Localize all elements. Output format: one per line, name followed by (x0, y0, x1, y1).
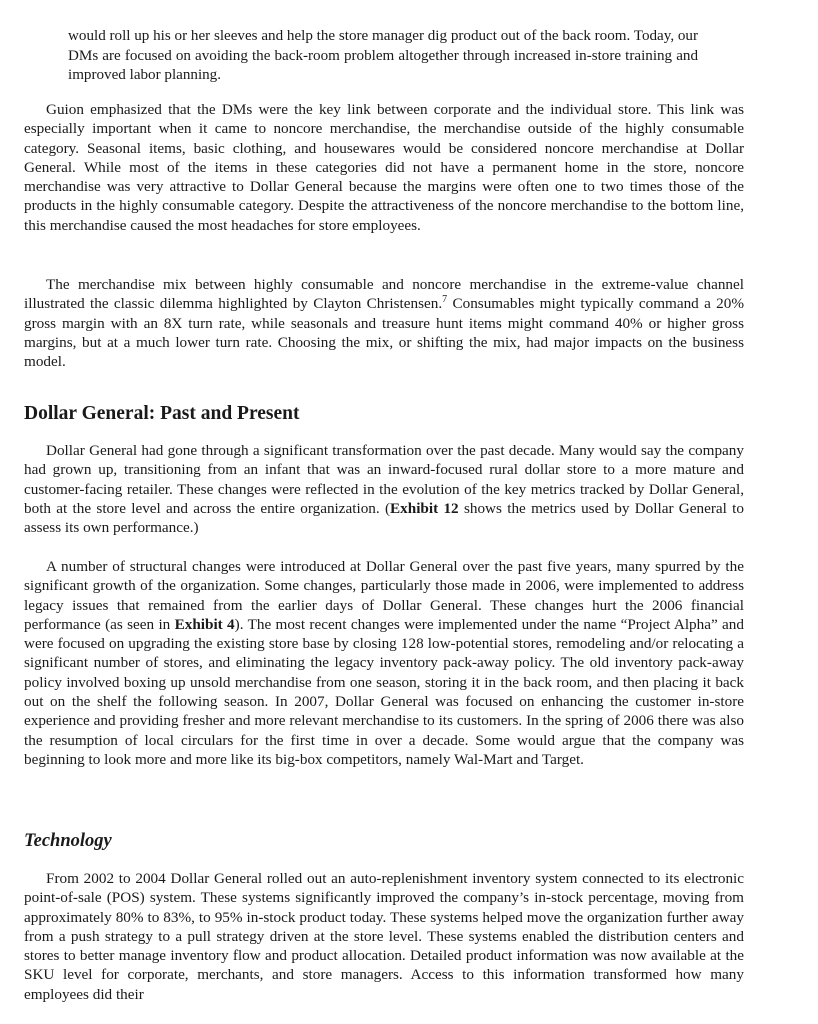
footnote-marker: 7 (442, 294, 448, 306)
exhibit-reference: Exhibit 4 (174, 615, 235, 633)
paragraph-text: The merchandise mix between highly consumable and noncore merchandise in the extreme-value channel illustrated the classic dilemma highlighted by Clayton Christensen. (24, 276, 744, 313)
paragraph-text: Dollar General had gone through a significant transformation over the past decade. Many would say the company had grown up, transitioning from an infant that was an inward-focused rural dollar store to a more mature and customer-facing retailer. These changes were reflected in the evolution of the key metrics tracked by Dollar General, both at the store level and across the entire organization. ( (24, 442, 744, 517)
paragraph-text: Consumables might typically command a 20% gross margin with an 8X turn rate, while seasonals and treasure hunt items might command 40% or higher gross margins, but at a much lower turn rate. Choosing the mix, or shifting the mix, had major impacts on the business model. (24, 295, 744, 371)
subsection-heading: Technology (24, 831, 112, 851)
exhibit-reference: Exhibit 12 (390, 499, 459, 517)
paragraph-merchandise-mix (24, 275, 744, 371)
block-quote: would roll up his or her sleeves and help the store manager dig product out of the back room. Today, our DMs are focused on avoiding the back-room problem altogether through increased in-store training and improved labor planning. (68, 28, 698, 84)
paragraph-dm-link: Guion emphasized that the DMs were the key link between corporate and the individual store. This link was especially important when it came to noncore merchandise, the merchandise outside of the highly consumable category. Seasonal items, basic clothing, and housewares would be considered noncore merchandise at Dollar General. While most of the items in these categories did not have a permanent home in the store, noncore merchandise was very attractive to Dollar General because the margins were often one to two times those of the products in the highly consumable category. Despite the attractiveness of the noncore merchandise to the bottom line, this merchandise caused the most headaches for store employees. (24, 101, 744, 234)
paragraph-text: shows the metrics used by Dollar General to assess its own performance.) (24, 499, 744, 537)
paragraph-technology: From 2002 to 2004 Dollar General rolled out an auto-replenishment inventory system connected to its electronic point-of-sale (POS) system. These systems significantly improved the company’s in-stock percentage, moving from approximately 80% to 83%, to 95% in-stock product today. These systems helped move the organization further away from a push strategy to a pull strategy driven at the store level. These systems enabled the distribution centers and stores to better manage inventory flow and product allocation. Detailed product information was now available at the SKU level for corporate, merchants, and store managers. Access to this information transformed how many employees did their (24, 870, 744, 1003)
paragraph-transformation (24, 441, 744, 537)
paragraph-text: A number of structural changes were introduced at Dollar General over the past five years, many spurred by the significant growth of the organization. Some changes, particularly those made in 2006, were implemented to address legacy issues that remained from the earlier days of Dollar General. These changes hurt the 2006 financial performance (as seen in (24, 558, 744, 633)
paragraph-text: ). The most recent changes were implemented under the name “Project Alpha” and were focused on upgrading the existing store base by closing 128 low-potential stores, remodeling and/or relocating a significant number of stores, and eliminating the legacy inventory pack-away policy. The old inventory pack-away policy involved boxing up unsold merchandise from one season, storing it in the back room, and then placing it back out on the shelf the following season. In 2007, Dollar General was focused on enhancing the customer in-store experience and providing fresher and more relevant merchandise to its customers. In the spring of 2006 there was also the resumption of local circulars for the first time in over a decade. Some would argue that the company was beginning to look more and more like its big-box competitors, namely Wal-Mart and Target. (24, 615, 744, 768)
paragraph-structural-changes (24, 557, 744, 769)
section-heading: Dollar General: Past and Present (24, 403, 300, 424)
